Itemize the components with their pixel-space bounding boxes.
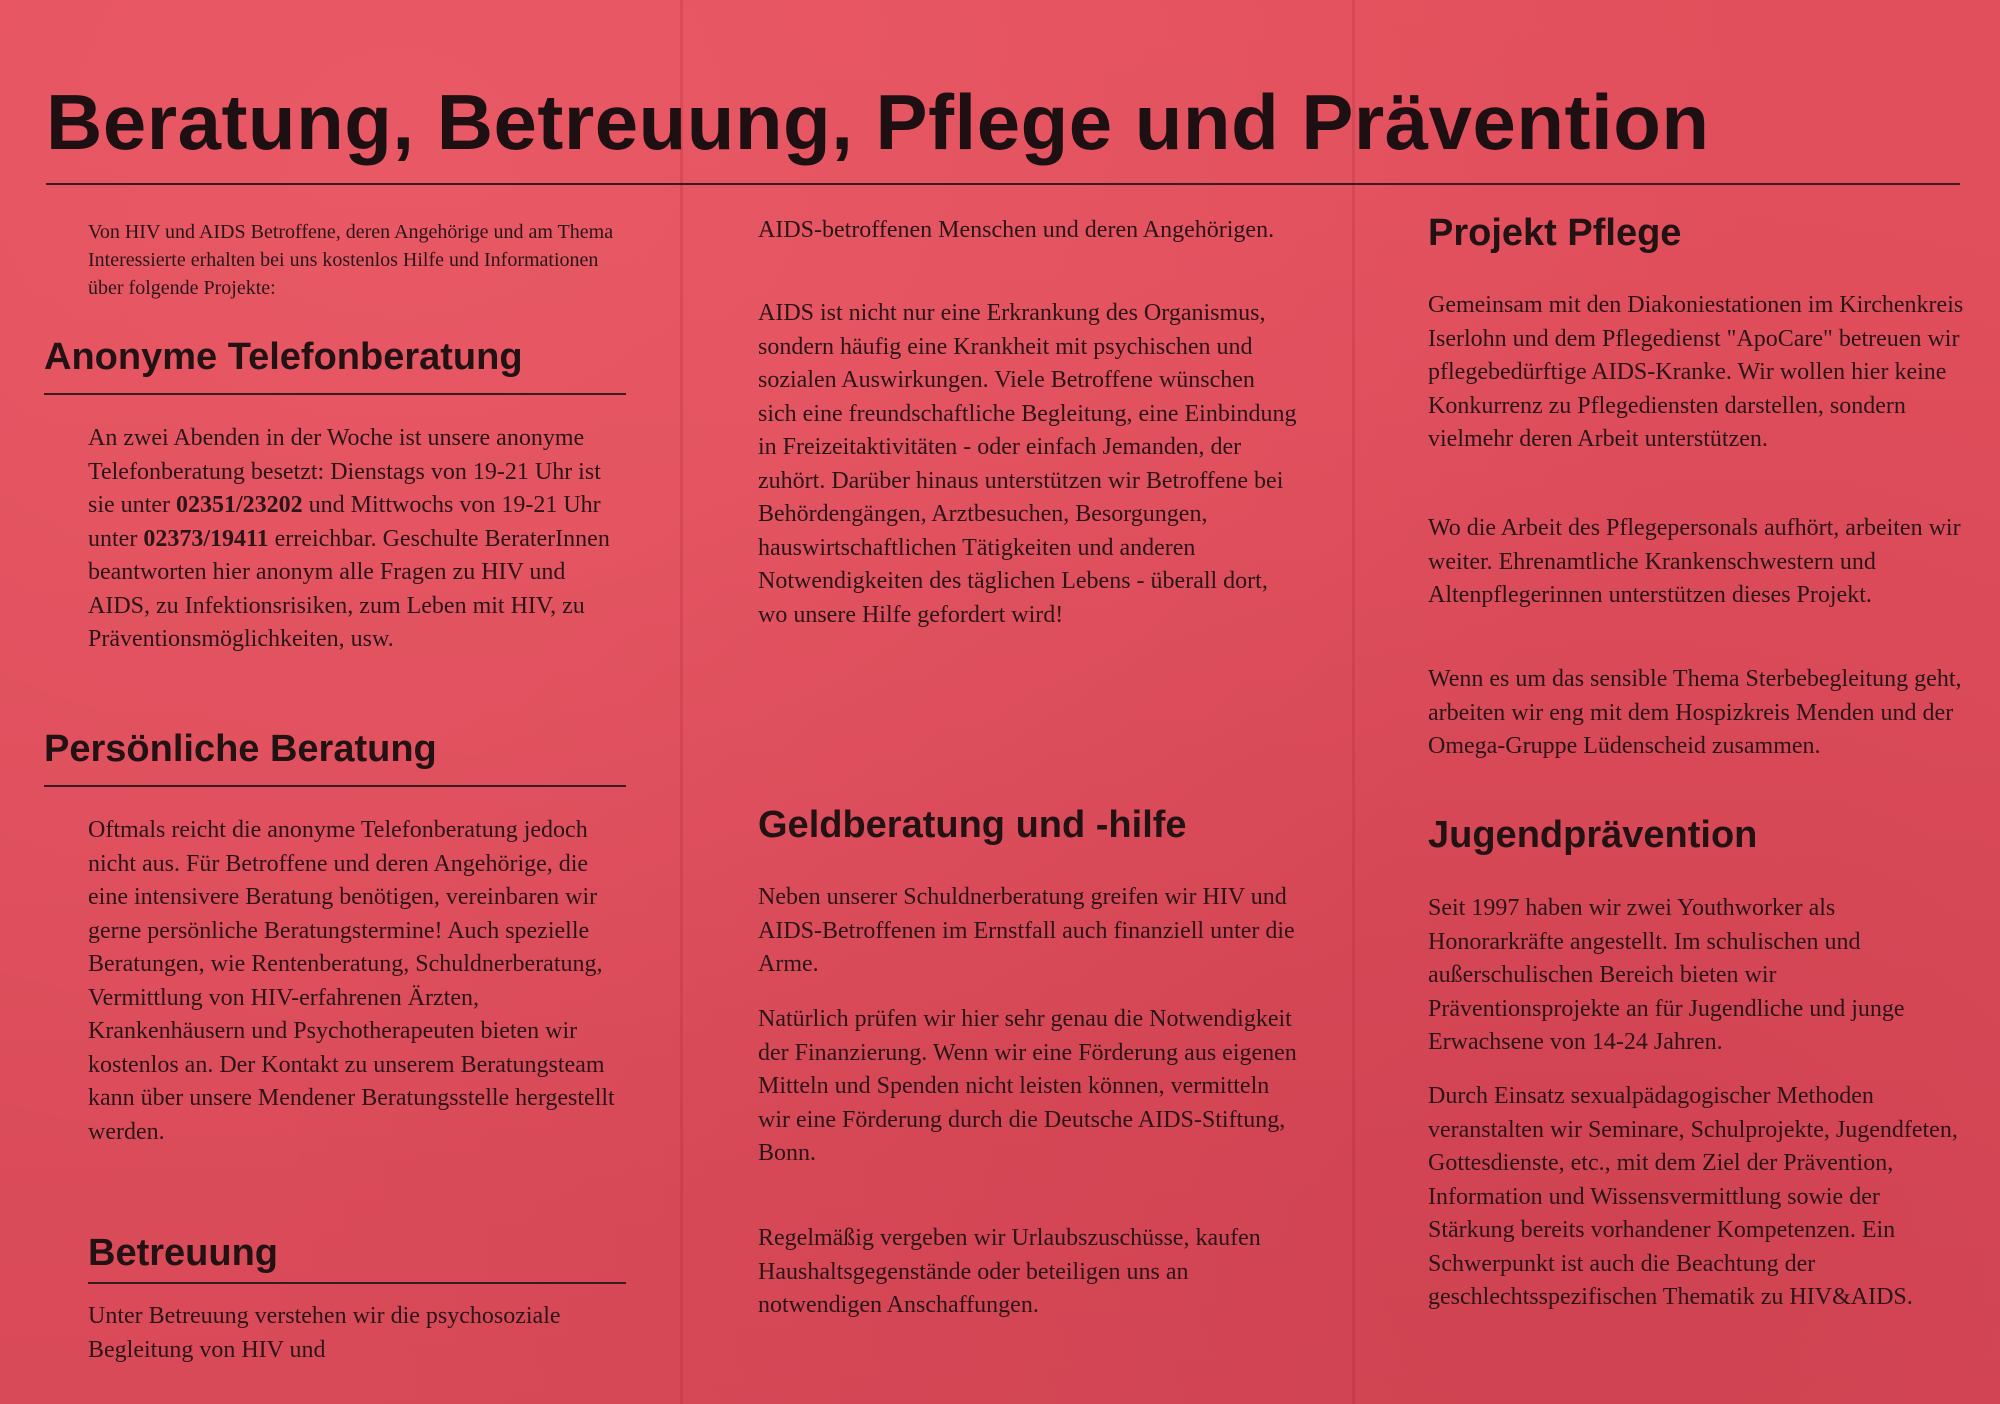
text-betreuung-part-3: AIDS ist nicht nur eine Erkrankung des Organismus, sondern häufig eine Krankheit mit psychischen und sozialen Auswirkungen. Viele Betroffene wünschen sich eine freundschaftliche Begleitung, eine Einbindung in Freizeitaktivitäten - oder einfach Jemanden, der zuhört. Darüber hinaus unterstützen wir Betroffene bei Behördengängen, Arztbesuchen, Besorgungen, hauswirtschaftlichen Tätigkeiten und anderen Notwendigkeiten des täglichen Lebens - überall dort, wo unsere Hilfe gefordert wird! [758,300,1297,628]
text-persoenliche-beratung: Oftmals reicht die anonyme Telefonberatung jedoch nicht aus. Für Betroffene und deren Angehörige, die eine intensivere Beratung benötigen, vereinbaren wir gerne persönliche Beratungstermine! Auch spezielle Beratungen, wie Rentenberatung, Schuldnerberatung, Vermittlung von HIV-erfahrenen Ärzten, Krankenhäusern und Psychotherapeuten bieten wir kostenlos an. Der Kontakt zu unserem Beratungsteam kann über unsere Mendener Beratungsstelle hergestellt werden. [88,817,615,1145]
title-divider [46,183,1960,185]
text-geldberatung-3: Regelmäßig vergeben wir Urlaubszuschüsse, kaufen Haushaltsgegenstände oder beteiligen uns an notwendigen Anschaffungen. [758,1225,1261,1318]
heading-persoenliche-beratung: Persönliche Beratung [44,728,437,770]
fold-line-right [1352,0,1355,1404]
telefon-text-part-1: An zwei Abenden in der Woche ist unsere anonyme Telefonberatung besetzt: Dienstags von 19-21 Uhr ist sie unter [88,425,601,518]
heading-projekt-pflege: Projekt Pflege [1428,212,1682,254]
text-pflege-3: Wenn es um das sensible Thema Sterbebegleitung geht, arbeiten wir eng mit dem Hospizkreis Menden und der Omega-Gruppe Lüdenscheid zusammen. [1428,666,1962,759]
heading-betreuung: Betreuung [88,1232,278,1274]
text-betreuung-part-2: AIDS-betroffenen Menschen und deren Angehörigen. [758,217,1275,243]
heading-rule-betreuung [88,1282,626,1284]
phone-number-1: 02351/23202 [175,492,303,518]
text-pflege-1: Gemeinsam mit den Diakoniestationen im Kirchenkreis Iserlohn und dem Pflegedienst "ApoCare" betreuen wir pflegebedürftige AIDS-Kranke. Wir wollen hier keine Konkurrenz zu Pflegediensten darstellen, sondern vielmehr deren Arbeit unterstützen. [1428,292,1964,452]
page-title: Beratung, Betreuung, Pflege und Prävention [46,78,1710,166]
telefon-text-part-2: und Mittwochs von 19-21 Uhr unter [88,492,601,552]
text-telefonberatung [88,422,628,657]
heading-jugendpraevention: Jugendprävention [1428,814,1758,856]
text-jugend-2: Durch Einsatz sexualpädagogischer Methoden veranstalten wir Seminare, Schulprojekte, Jugendfeten, Gottesdienste, etc., mit dem Ziel der Prävention, Information und Wissensvermittlung sowie der Stärkung bereits vorhandener Kompetenzen. Ein Schwerpunkt ist auch die Beachtung der geschlechtsspezifischen Thematik zu HIV&AIDS. [1428,1083,1958,1310]
intro-text: Von HIV und AIDS Betroffene, deren Angehörige und am Thema Interessierte erhalten bei uns kostenlos Hilfe und Informationen über folgende Projekte: [88,221,614,299]
text-geldberatung-2: Natürlich prüfen wir hier sehr genau die Notwendigkeit der Finanzierung. Wenn wir eine Förderung aus eigenen Mitteln und Spenden nicht leisten können, vermitteln wir eine Förderung durch die Deutsche AIDS-Stiftung, Bonn. [758,1006,1297,1166]
heading-rule-telefonberatung [44,393,626,395]
heading-rule-persoenliche-beratung [44,785,626,787]
text-pflege-2: Wo die Arbeit des Pflegepersonals aufhört, arbeiten wir weiter. Ehrenamtliche Krankenschwestern und Altenpflegerinnen unterstützen dieses Projekt. [1428,515,1961,608]
text-betreuung-part-1: Unter Betreuung verstehen wir die psychosoziale Begleitung von HIV und [88,1303,561,1363]
phone-number-2: 02373/19411 [143,525,269,552]
telefon-text-part-3: erreichbar. Geschulte BeraterInnen beantworten hier anonym alle Fragen zu HIV und AIDS, zu Infektionsrisiken, zum Leben mit HIV, zu Präventionsmöglichkeiten, usw. [88,525,610,652]
text-jugend-1: Seit 1997 haben wir zwei Youthworker als Honorarkräfte angestellt. Im schulischen und außerschulischen Bereich bieten wir Präventionsprojekte an für Jugendliche und junge Erwachsene von 14-24 Jahren. [1428,895,1905,1055]
heading-geldberatung: Geldberatung und -hilfe [758,804,1187,846]
fold-line-left [680,0,683,1404]
text-geldberatung-1: Neben unserer Schuldnerberatung greifen wir HIV und AIDS-Betroffenen im Ernstfall auch finanziell unter die Arme. [758,884,1295,977]
heading-telefonberatung: Anonyme Telefonberatung [44,336,523,378]
